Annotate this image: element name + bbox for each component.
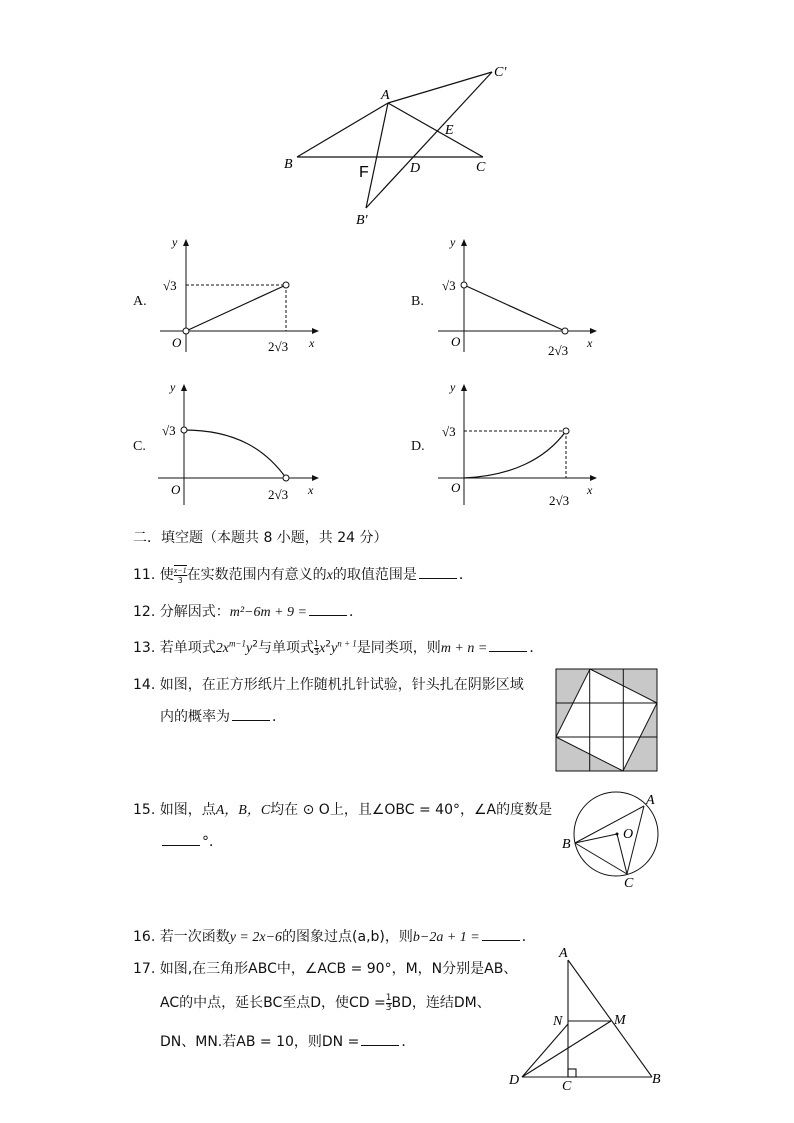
- q13-term2-y: y: [331, 641, 338, 656]
- q13-coef-num: 1: [313, 638, 320, 648]
- q16-number: 16.: [133, 929, 156, 945]
- q17-frac-den: 3: [385, 1002, 392, 1013]
- graph-c-y-axis: y: [170, 380, 176, 394]
- q17-line1: 如图,在三角形ABC中，∠ACB = 90°，M，N分别是AB、: [159, 961, 518, 977]
- q13-term1: 2x: [215, 641, 229, 656]
- q13-expr: m + n =: [440, 641, 488, 656]
- q16-expr: y = 2x−6: [229, 930, 283, 945]
- fig17-label-D: D: [509, 1073, 520, 1088]
- q15-line1c: 均在 ⊙ O上，且∠OBC = 40°，∠A的度数是: [270, 802, 553, 818]
- q12-end: ．: [348, 604, 363, 620]
- graph-b-y-tick: √3: [442, 278, 456, 293]
- fig15-label-B: B: [562, 837, 571, 852]
- q17-number: 17.: [133, 961, 156, 977]
- q17-line3: DN、MN.若AB = 10，则DN =: [160, 1034, 360, 1050]
- graph-b-origin: O: [451, 334, 461, 349]
- q11-post: 在实数范围内有意义的: [186, 567, 327, 583]
- q13-coef-den: 3: [313, 647, 320, 657]
- graph-c-x-axis: x: [308, 483, 314, 497]
- label-D: D: [410, 161, 421, 176]
- q16-pre: 若一次函数: [159, 929, 230, 945]
- fig17-label-N: N: [553, 1014, 563, 1029]
- q13-end: ．: [529, 640, 544, 656]
- q17-line2b: BD，连结DM、: [391, 995, 491, 1011]
- q11-end: ．: [458, 567, 473, 583]
- q15-end: °．: [202, 834, 223, 850]
- graph-b-y-axis: y: [450, 235, 456, 249]
- fig17-label-A: A: [559, 946, 568, 961]
- graph-d-y-axis: y: [450, 380, 456, 394]
- q13-mid: 与单项式: [257, 640, 314, 656]
- label-B: B: [284, 157, 293, 172]
- q16-expr2: b−2a + 1 =: [412, 930, 480, 945]
- graph-a-y-axis: y: [172, 235, 178, 249]
- graph-a-origin: O: [172, 335, 182, 350]
- q14-number: 14.: [133, 677, 156, 693]
- graph-c-x-tick: 2√3: [268, 487, 289, 502]
- graph-d-x-tick: 2√3: [549, 493, 570, 508]
- q13-pre: 若单项式: [159, 640, 216, 656]
- q12-expr: m²−6m + 9 =: [229, 605, 307, 620]
- q14-end: ．: [272, 709, 286, 725]
- q16-mid: 的图象过点(a,b)，则: [282, 929, 413, 945]
- q13-term1-y: y: [246, 641, 253, 656]
- q15-number: 15.: [133, 802, 156, 818]
- label-E: E: [445, 123, 454, 138]
- q13-term2: x: [319, 641, 326, 656]
- graph-a-x-tick: 2√3: [268, 339, 289, 354]
- graph-c-y-tick: √3: [162, 423, 176, 438]
- label-A: A: [381, 88, 390, 103]
- q15-line1b: A，B，C: [215, 803, 271, 818]
- q11-frac-den: 3: [177, 576, 183, 585]
- section-title: 二．填空题（本题共 8 小题，共 24 分）: [133, 530, 388, 546]
- q17-line2a: AC的中点，延长BC至点D，使CD =: [160, 995, 386, 1011]
- option-a-label: A.: [133, 294, 147, 309]
- fig17-label-C: C: [562, 1079, 572, 1094]
- q12-number: 12.: [133, 604, 156, 620]
- q14-line1: 如图，在正方形纸片上作随机扎针试验，针头扎在阴影区域: [159, 677, 524, 693]
- q13-post: 是同类项，则: [356, 640, 441, 656]
- q15-line1a: 如图，点: [159, 802, 216, 818]
- fig15-label-O: O: [623, 827, 634, 842]
- label-C: C: [476, 160, 486, 175]
- option-b-label: B.: [411, 294, 424, 309]
- q17-end: ．: [401, 1034, 416, 1050]
- q16-end: ．: [521, 929, 536, 945]
- q11-pre: 使: [159, 567, 174, 583]
- q17-frac-num: 1: [385, 992, 392, 1003]
- label-F: F: [359, 164, 369, 181]
- q13-term2-exp: 2: [325, 639, 332, 650]
- fig17-label-M: M: [614, 1013, 626, 1028]
- graph-b-x-axis: x: [587, 336, 593, 350]
- graph-d-y-tick: √3: [442, 424, 456, 439]
- fig15-label-A: A: [646, 793, 655, 808]
- q13-number: 13.: [133, 640, 156, 656]
- q14-line2: 内的概率为: [160, 709, 230, 725]
- q13-term1-y-exp: 2: [252, 639, 258, 650]
- graph-b-x-tick: 2√3: [548, 343, 569, 358]
- graph-d-origin: O: [451, 480, 461, 495]
- fig15-label-C: C: [624, 876, 634, 891]
- q12-text: 分解因式：: [159, 604, 230, 620]
- q11-number: 11.: [133, 567, 156, 583]
- q11-frac-num: x−1: [173, 566, 187, 575]
- fig17-label-B: B: [652, 1072, 661, 1087]
- q13-term2-y-exp: n + 1: [337, 638, 357, 649]
- graph-c-origin: O: [171, 482, 181, 497]
- label-B-prime: B′: [356, 213, 368, 228]
- option-c-label: C.: [133, 439, 146, 454]
- graph-d-x-axis: x: [587, 483, 593, 497]
- q11-tail: 的取值范围是: [332, 567, 417, 583]
- q13-term1-exp: m−1: [228, 638, 247, 649]
- label-C-prime: C′: [494, 65, 507, 80]
- graph-a-y-tick: √3: [163, 278, 177, 293]
- option-d-label: D.: [411, 439, 425, 454]
- q11-var: x: [326, 568, 333, 583]
- graph-a-x-axis: x: [309, 336, 315, 350]
